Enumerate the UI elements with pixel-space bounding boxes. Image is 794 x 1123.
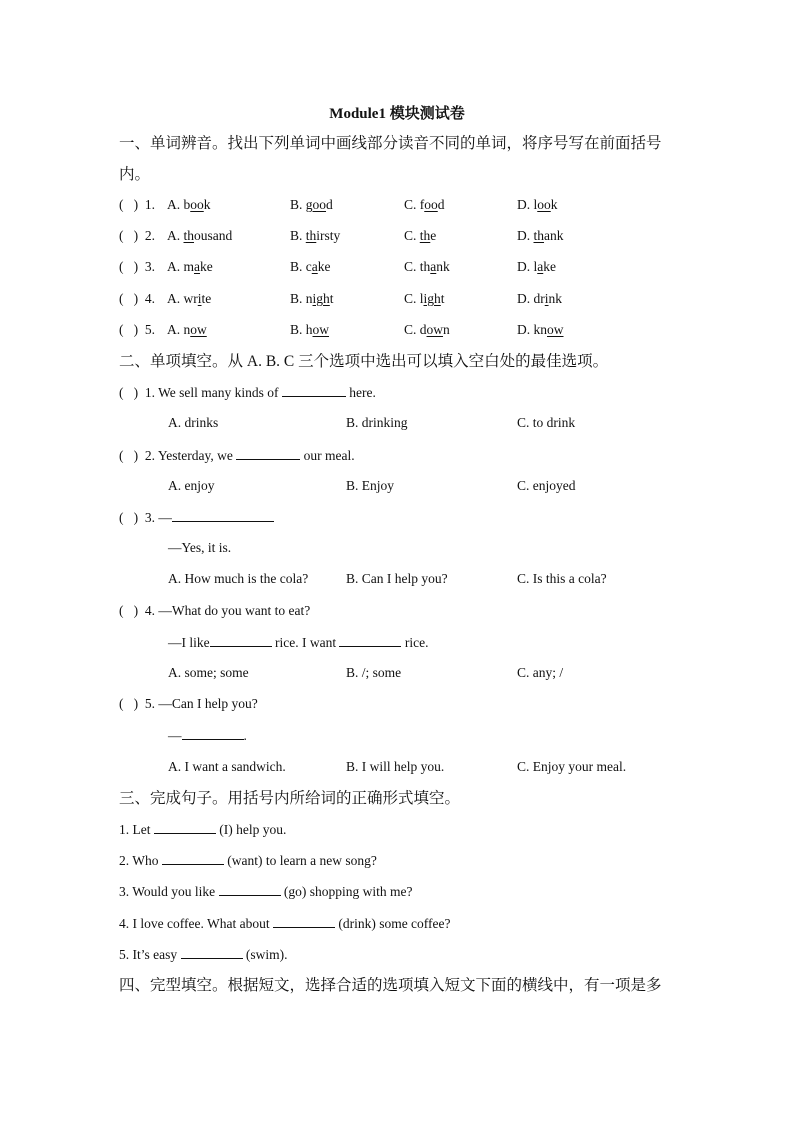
sentence-item: 4. I love coffee. What about (drink) some coffee? xyxy=(119,916,451,931)
option-b[interactable]: B. Enjoy xyxy=(346,478,395,493)
underlined-part: a xyxy=(311,259,318,274)
option-a[interactable]: A. enjoy xyxy=(168,478,215,493)
option-c[interactable]: C. Enjoy your meal. xyxy=(517,759,627,774)
option-c[interactable]: C. light xyxy=(404,291,445,306)
section4-heading: 四、完型填空。根据短文，选择合适的选项填入短文下面的横线中，有一项是多 xyxy=(119,977,662,994)
option-d[interactable]: D. look xyxy=(517,197,558,212)
sentence-item: 5. It’s easy (swim). xyxy=(119,947,288,962)
question-2-3: ( ) 3. — xyxy=(119,509,274,526)
option-c[interactable]: C. to drink xyxy=(517,415,576,430)
option-a[interactable]: A. thousand xyxy=(167,228,233,243)
option-a[interactable]: A. some; some xyxy=(168,665,249,680)
underlined-part: ow xyxy=(190,322,207,337)
option-b[interactable]: B. thirsty xyxy=(290,228,341,243)
question-2-1: ( ) 1. We sell many kinds of here. xyxy=(119,385,376,400)
question-1-3-number: ( ) 3. xyxy=(119,259,155,274)
underlined-part: oo xyxy=(312,197,327,212)
option-c[interactable]: C. Is this a cola? xyxy=(517,571,607,586)
page-title: Module1 模块测试卷 xyxy=(329,106,465,122)
option-b[interactable]: B. cake xyxy=(290,259,331,274)
answer-blank[interactable] xyxy=(236,447,300,460)
option-b[interactable]: B. Can I help you? xyxy=(346,571,448,586)
option-d[interactable]: D. know xyxy=(517,322,564,337)
dialogue-reply: —Yes, it is. xyxy=(168,540,232,555)
option-a[interactable]: A. write xyxy=(167,291,212,306)
question-1-5-number: ( ) 5. xyxy=(119,322,155,337)
underlined-part: oo xyxy=(190,197,204,212)
option-b[interactable]: B. I will help you. xyxy=(346,759,445,774)
option-b[interactable]: B. /; some xyxy=(346,665,402,680)
sentence-item: 1. Let (I) help you. xyxy=(119,822,287,837)
underlined-part: th xyxy=(533,228,545,243)
question-2-5: ( ) 5. —Can I help you? xyxy=(119,696,258,711)
option-c[interactable]: C. any; / xyxy=(517,665,564,680)
underlined-part: ow xyxy=(312,322,330,337)
underlined-part: oo xyxy=(424,197,438,212)
option-d[interactable]: D. drink xyxy=(517,291,563,306)
underlined-part: i xyxy=(544,291,549,306)
underlined-part: a xyxy=(537,259,544,274)
option-b[interactable]: B. drinking xyxy=(346,415,408,430)
underlined-part: th xyxy=(419,228,431,243)
underlined-part: i xyxy=(197,291,202,306)
option-a[interactable]: A. How much is the cola? xyxy=(168,571,309,586)
underlined-part: a xyxy=(194,259,200,274)
option-b[interactable]: B. night xyxy=(290,291,334,306)
question-1-2-number: ( ) 2. xyxy=(119,228,155,243)
answer-blank[interactable] xyxy=(162,852,224,865)
dialogue-reply: —I like rice. I want rice. xyxy=(168,635,429,650)
option-c[interactable]: C. enjoyed xyxy=(517,478,576,493)
option-a[interactable]: A. I want a sandwich. xyxy=(168,759,286,774)
sentence-item: 2. Who (want) to learn a new song? xyxy=(119,853,377,868)
question-1-1-number: ( ) 1. xyxy=(119,197,155,212)
answer-blank[interactable] xyxy=(172,509,274,522)
underlined-part: a xyxy=(430,259,437,274)
option-c[interactable]: C. food xyxy=(404,197,445,212)
answer-blank[interactable] xyxy=(182,727,244,740)
option-b[interactable]: B. good xyxy=(290,197,333,212)
answer-blank[interactable] xyxy=(219,883,281,896)
option-c[interactable]: C. down xyxy=(404,322,450,337)
sentence-item: 3. Would you like (go) shopping with me? xyxy=(119,884,413,899)
question-1-4-number: ( ) 4. xyxy=(119,291,155,306)
question-2-2: ( ) 2. Yesterday, we our meal. xyxy=(119,448,355,463)
dialogue-reply: — . xyxy=(168,728,247,743)
underlined-part: igh xyxy=(423,291,441,306)
underlined-part: th xyxy=(305,228,317,243)
option-d[interactable]: D. thank xyxy=(517,228,564,243)
section1-heading: 一、单词辨音。找出下列单词中画线部分读音不同的单词，将序号写在前面括号 内。 xyxy=(119,135,662,183)
option-a[interactable]: A. drinks xyxy=(168,415,219,430)
underlined-part: igh xyxy=(312,291,330,306)
answer-blank[interactable] xyxy=(154,821,216,834)
answer-blank[interactable] xyxy=(273,915,335,928)
section3-heading: 三、完成句子。用括号内所给词的正确形式填空。 xyxy=(119,790,461,807)
option-b[interactable]: B. how xyxy=(290,322,330,337)
underlined-part: oo xyxy=(537,197,551,212)
option-a[interactable]: A. make xyxy=(167,259,213,274)
option-c[interactable]: C. thank xyxy=(404,259,450,274)
answer-blank[interactable] xyxy=(339,634,401,647)
underlined-part: ow xyxy=(547,322,564,337)
answer-blank[interactable] xyxy=(181,946,243,959)
underlined-part: ow xyxy=(426,322,444,337)
option-d[interactable]: D. lake xyxy=(517,259,556,274)
answer-blank[interactable] xyxy=(210,634,272,647)
answer-blank[interactable] xyxy=(282,384,346,397)
option-a[interactable]: A. now xyxy=(167,322,207,337)
section2-heading: 二、单项填空。从 A. B. C 三个选项中选出可以填入空白处的最佳选项。 xyxy=(119,353,609,370)
underlined-part: th xyxy=(183,228,195,243)
option-c[interactable]: C. the xyxy=(404,228,437,243)
question-2-4: ( ) 4. —What do you want to eat? xyxy=(119,603,311,618)
option-a[interactable]: A. book xyxy=(167,197,211,212)
